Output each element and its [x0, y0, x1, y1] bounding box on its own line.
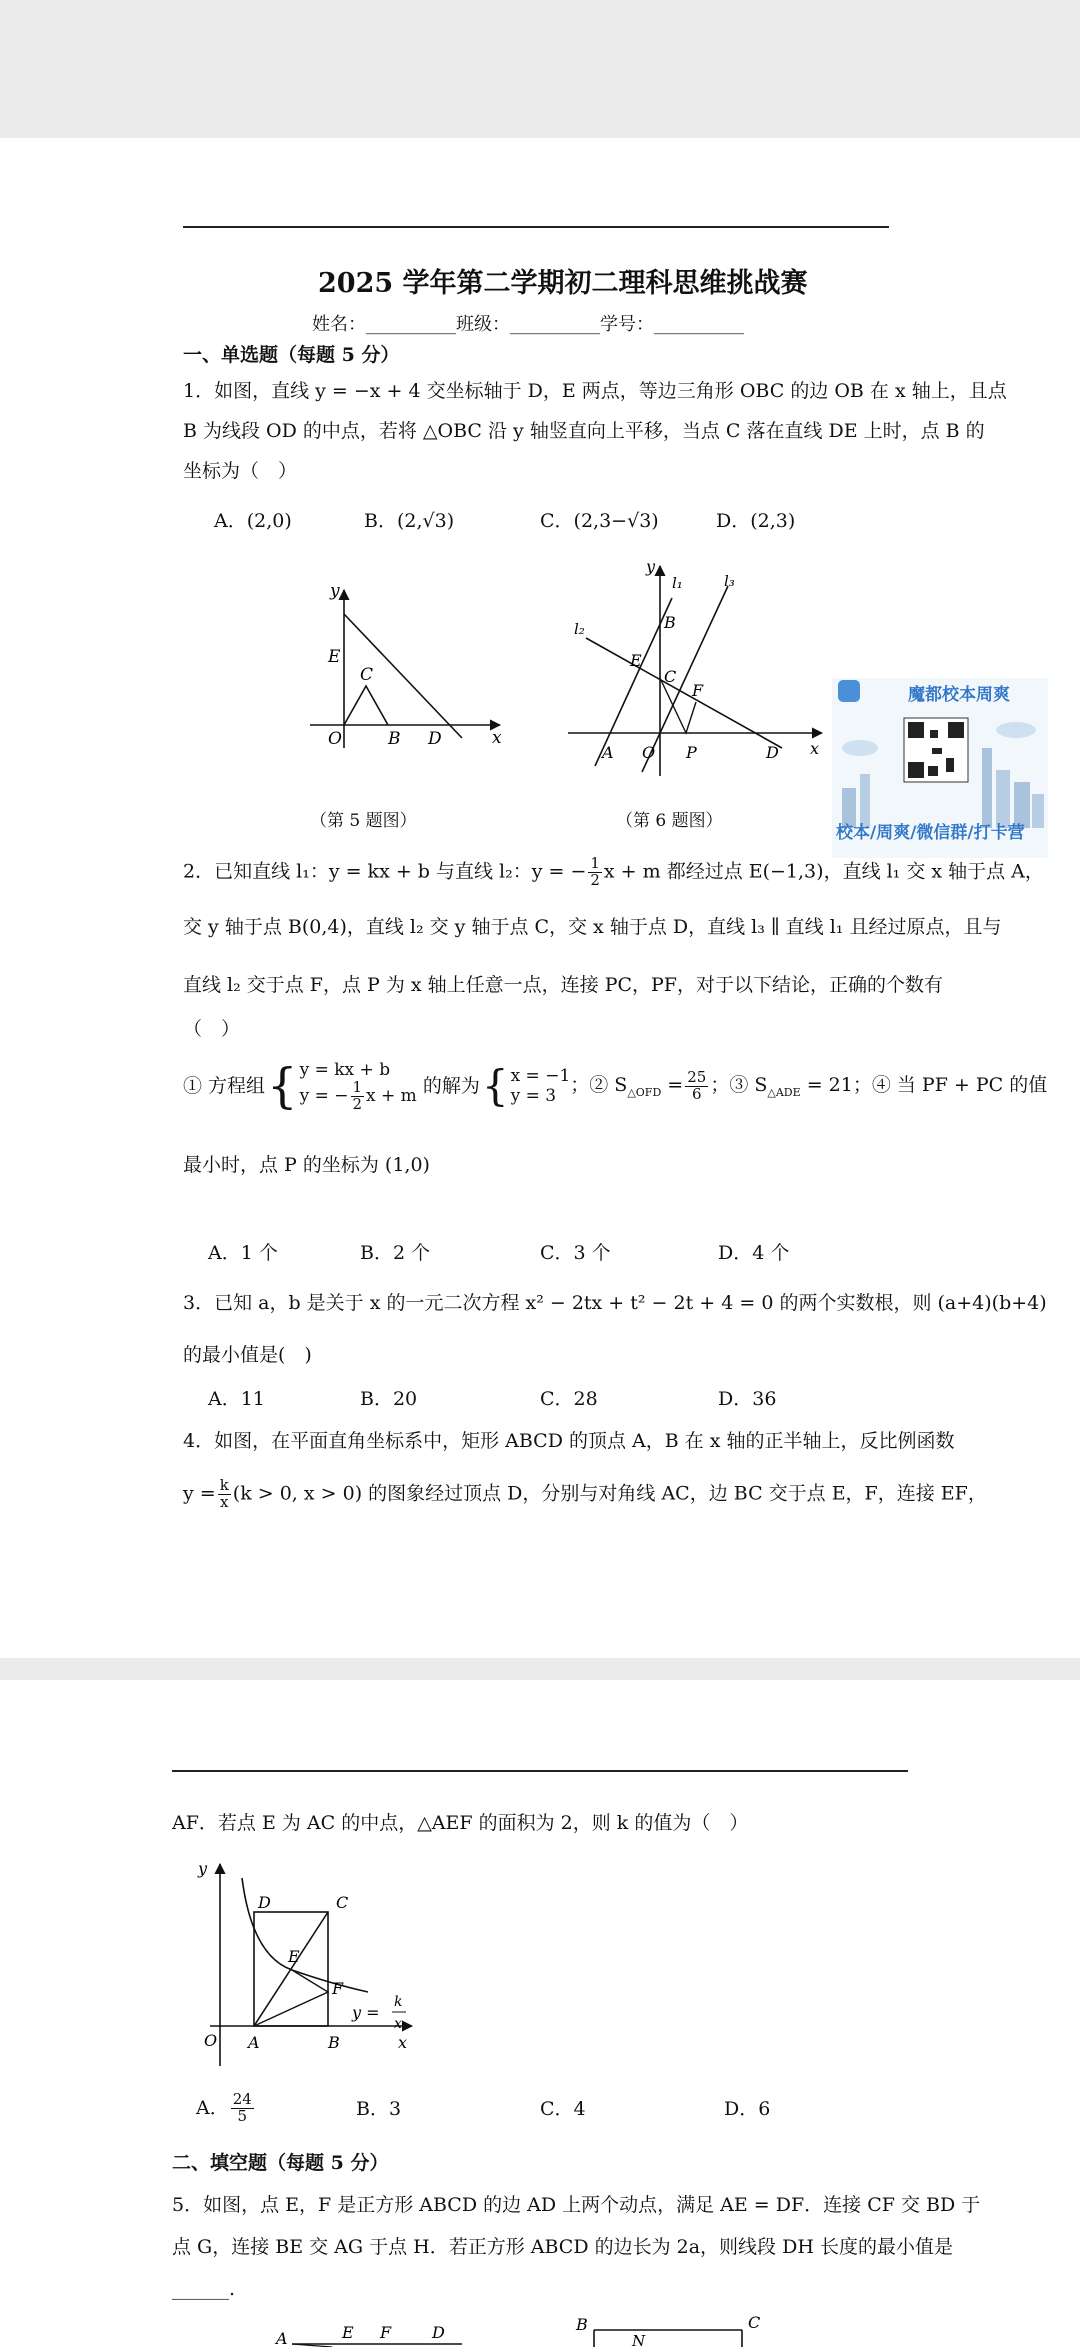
fig5c-label-b: B [576, 2315, 588, 2334]
fig5-label-y: y [330, 581, 340, 601]
figure-5 [300, 578, 510, 758]
q1-option-a: A．(2,0) [214, 510, 292, 532]
frac-num: 1 [352, 1078, 363, 1097]
q3-line1: 3．已知 a，b 是关于 x 的一元二次方程 x² − 2tx + t² − 2t + 4 = 0 的两个实数根，则 (a+4)(b+4) [183, 1292, 1047, 1314]
q4-option-c: C．4 [540, 2098, 586, 2120]
fig6-label-b: B [664, 613, 676, 632]
q3-option-d: D．36 [718, 1388, 777, 1410]
q5-line3: ______. [172, 2278, 236, 2300]
student-info-fields: 姓名：__________班级：__________学号：__________ [312, 314, 744, 335]
top-rule [172, 1770, 908, 1772]
q1-option-d: D．(2,3) [716, 510, 796, 532]
q2-solution-y: y = 3 [510, 1086, 557, 1107]
section-1-title: 一、单选题（每题 5 分） [183, 344, 400, 366]
cond2-subscript: △OFD [627, 1085, 662, 1099]
fig4-label-f: F [332, 1979, 344, 1998]
fig4-label-y: y [198, 1859, 208, 1878]
fig5-label-o: O [328, 729, 342, 749]
fig5c-label-n: N [632, 2332, 646, 2347]
badge-title: 魔都校本周爽 [908, 685, 1010, 705]
q2-system-eq2 [300, 1080, 417, 1113]
fig6-label-l2: l₂ [574, 620, 585, 638]
q2-cond1-label: ① 方程组 [183, 1075, 266, 1098]
q2-line3: 直线 l₂ 交于点 F，点 P 为 x 轴上任意一点，连接 PC，PF，对于以下结论，正确的个数有 [183, 974, 943, 996]
q4-line2-prefix: y = [183, 1482, 216, 1505]
fig5b-label-a: A [276, 2329, 288, 2347]
q2-option-d: D．4 个 [718, 1242, 790, 1264]
q4-option-a-label: A． [196, 2096, 229, 2119]
fig4-label-function-x: x [394, 2016, 402, 2032]
fig6-label-l1: l₁ [672, 574, 683, 592]
fig4-label-x: x [398, 2033, 408, 2052]
fig6-label-c: C [664, 667, 677, 686]
fig6-label-e: E [630, 651, 642, 670]
frac-den: x [220, 1492, 229, 1511]
badge-logo-icon [838, 680, 860, 702]
exam-page-1 [0, 138, 1080, 1658]
exam-page-2 [0, 1680, 1080, 2347]
fig5-label-x: x [492, 728, 502, 748]
cond3-subscript: △ADE [767, 1085, 801, 1099]
q2-line1-fraction [588, 856, 602, 889]
q1-line3: 坐标为（ ） [183, 460, 298, 482]
figure-5-caption: （第 5 题图） [310, 811, 417, 831]
q2-system [300, 1060, 417, 1113]
fig5-label-b: B [388, 729, 401, 749]
brace-glyph: { [267, 1058, 298, 1115]
q2-cond3 [710, 1074, 1047, 1099]
qr-code-icon [904, 718, 968, 782]
fig4-label-b: B [328, 2033, 340, 2052]
figure-q5-left [272, 2316, 472, 2347]
fig6-segments-pc-pf [660, 678, 696, 733]
fig5c-label-c: C [748, 2313, 761, 2332]
q2-cond2 [570, 1074, 683, 1099]
q2-line2: 交 y 轴于点 B(0,4)，直线 l₂ 交 y 轴于点 C，交 x 轴于点 D，直线 l₃ ∥ 直线 l₁ 且经过原点，且与 [183, 916, 1002, 938]
figure-q4 [192, 1856, 422, 2076]
frac-num: k [219, 1476, 229, 1494]
section-2-title: 二、填空题（每题 5 分） [172, 2152, 389, 2174]
q3-option-b: B．20 [360, 1388, 418, 1410]
frac-num: 25 [687, 1068, 707, 1087]
fig4-label-function-k: k [394, 1994, 403, 2010]
q2-conditions [183, 1060, 1047, 1113]
q1-option-c: C．(2,3−√3) [540, 510, 659, 532]
eq2-suffix: x + m [366, 1086, 417, 1107]
fig5-triangle-obc [344, 686, 388, 725]
q2-option-a: A．1 个 [208, 1242, 278, 1264]
fig5b-label-e: E [342, 2323, 354, 2342]
q1-line2: B 为线段 OD 的中点，若将 △OBC 沿 y 轴竖直向上平移，当点 C 落在直线 DE 上时，点 B 的 [183, 420, 985, 442]
q2-line1-part-a: 2．已知直线 l₁：y = kx + b 与直线 l₂：y = − [183, 860, 587, 883]
q4-fraction [218, 1478, 231, 1511]
fig5-label-e: E [328, 647, 341, 667]
q4-option-b: B．3 [356, 2098, 402, 2120]
fig5b-label-d: D [432, 2323, 445, 2342]
fig5b-label-f: F [380, 2323, 392, 2342]
q2-option-c: C．3 个 [540, 1242, 611, 1264]
q4-option-a-fraction [231, 2092, 254, 2125]
brace-glyph: { [481, 1061, 509, 1111]
eq2-prefix: y = − [299, 1086, 349, 1107]
fig5-label-c: C [360, 665, 374, 685]
exam-title: 2025 学年第二学期初二理科思维挑战赛 [318, 268, 808, 299]
q2-cond1-solution-label: 的解为 [422, 1075, 480, 1098]
cond2-eq: = [661, 1073, 684, 1096]
q4-line2-suffix: (k > 0, x > 0) 的图象经过顶点 D，分别与对角线 AC，边 BC 交于点 E，F，连接 EF， [232, 1482, 987, 1505]
q2-option-b: B．2 个 [360, 1242, 431, 1264]
fig6-label-x: x [810, 739, 820, 758]
q4-line3: AF．若点 E 为 AC 的中点，△AEF 的面积为 2，则 k 的值为（ ） [172, 1812, 749, 1834]
top-rule [183, 226, 889, 228]
frac-num: 1 [590, 854, 600, 872]
fig4-label-o: O [204, 2031, 218, 2050]
q3-option-a: A．11 [208, 1388, 265, 1410]
fig6-label-l3: l₃ [724, 572, 735, 590]
promo-badge [832, 678, 1048, 858]
q4-line1: 4．如图，在平面直角坐标系中，矩形 ABCD 的顶点 A，B 在 x 轴的正半轴上，反比例函数 [183, 1430, 955, 1452]
q5-line1: 5．如图，点 E，F 是正方形 ABCD 的边 AD 上两个动点，满足 AE = DF．连接 CF 交 BD 于 [172, 2194, 981, 2216]
fig6-label-o: O [642, 743, 656, 762]
q4-option-d: D．6 [724, 2098, 771, 2120]
q1-option-b: B．(2,√3) [364, 510, 455, 532]
q2-line1 [183, 856, 1044, 889]
figure-6-caption: （第 6 题图） [616, 811, 723, 831]
q4-option-a [196, 2092, 256, 2125]
fig6-line-l2 [586, 638, 782, 748]
q2-system-eq1: y = kx + b [299, 1060, 391, 1080]
fig4-label-function-y: y = [352, 2003, 380, 2022]
fig6-label-d: D [766, 743, 779, 762]
fig6-label-p: P [686, 743, 697, 762]
cond3-eq: = 21；④ 当 PF + PC 的值 [800, 1073, 1048, 1096]
frac-den: 2 [352, 1095, 363, 1114]
q2-line6: 最小时，点 P 的坐标为 (1,0) [183, 1154, 430, 1176]
fig6-label-a: A [602, 743, 614, 762]
q2-line1-part-b: x + m 都经过点 E(−1,3)，直线 l₁ 交 x 轴于点 A， [603, 860, 1044, 883]
q2-line4: （ ） [183, 1018, 241, 1040]
q2-system-fraction [351, 1080, 365, 1113]
figure-6 [560, 558, 830, 788]
q1-line1: 1．如图，直线 y = −x + 4 交坐标轴于 D，E 两点，等边三角形 OBC 的边 OB 在 x 轴上，且点 [183, 380, 1007, 402]
cond3-label: ；③ S [710, 1073, 768, 1096]
q4-line2 [183, 1478, 987, 1511]
fig6-label-y: y [646, 558, 656, 576]
badge-footer: 校本/周爽/微信群/打卡营 [836, 823, 1025, 843]
q2-solution-x: x = −1 [510, 1066, 571, 1087]
fig4-label-d: D [258, 1893, 271, 1912]
q2-cond2-fraction [685, 1070, 708, 1103]
q3-option-c: C．28 [540, 1388, 598, 1410]
fig5-label-d: D [428, 729, 442, 749]
fig4-label-c: C [336, 1893, 349, 1912]
fig6-label-f: F [692, 681, 704, 700]
q3-line2: 的最小值是( ) [183, 1344, 312, 1366]
frac-den: 5 [237, 2106, 248, 2125]
fig4-label-a: A [248, 2033, 260, 2052]
fig4-label-e: E [288, 1947, 300, 1966]
frac-num: 24 [232, 2090, 252, 2108]
q2-solution [511, 1066, 571, 1107]
figure-q5-right [572, 2312, 772, 2347]
q5-line2: 点 G，连接 BE 交 AG 于点 H．若正方形 ABCD 的边长为 2a，则线段 DH 长度的最小值是 [172, 2236, 953, 2258]
frac-den: 2 [590, 870, 600, 889]
frac-den: 6 [692, 1084, 702, 1103]
cond2-label: ；② S [570, 1073, 628, 1096]
